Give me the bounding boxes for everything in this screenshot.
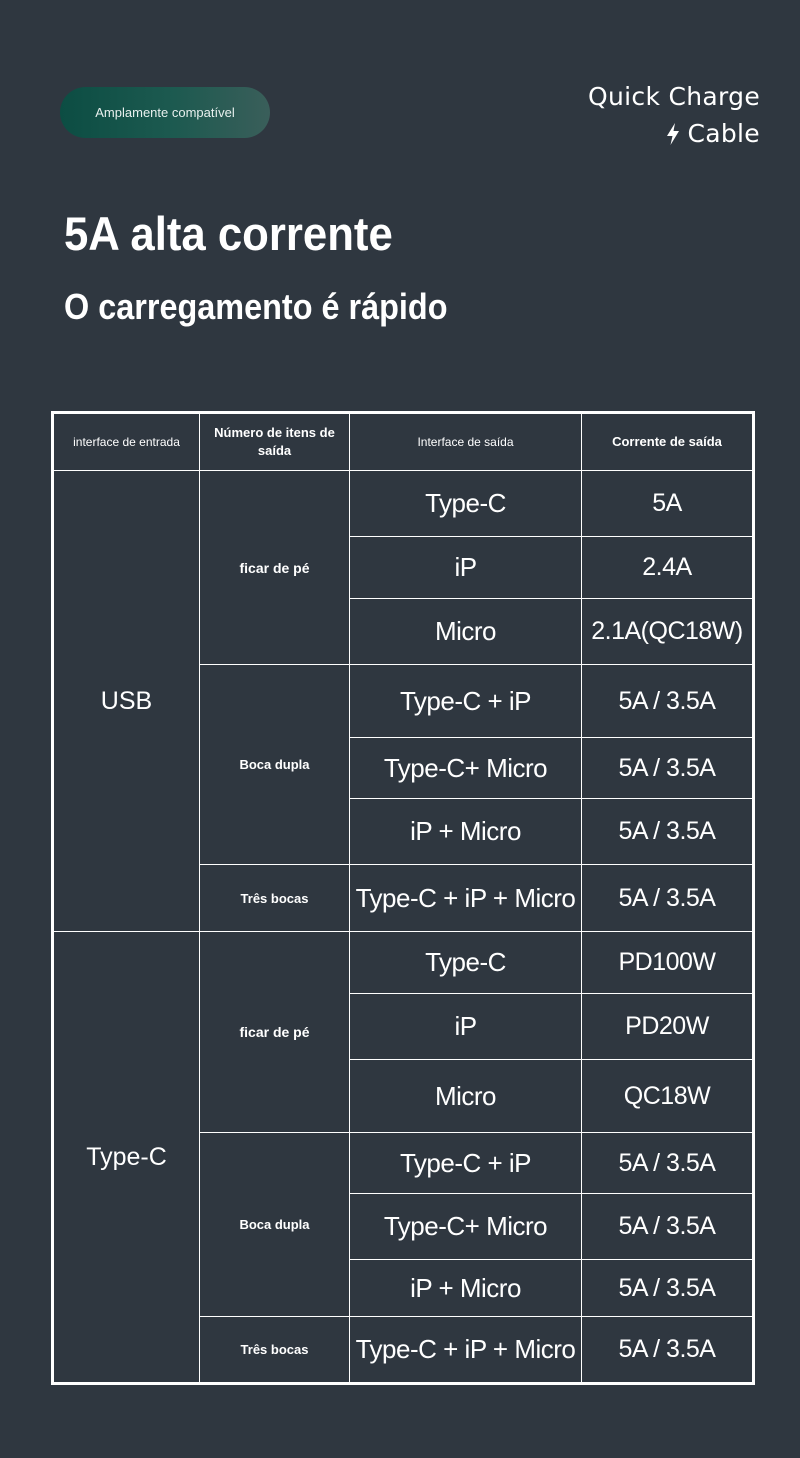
subgroup-cell: ficar de pé (200, 471, 350, 665)
output-interface-cell: Type-C + iP + Micro (350, 1317, 582, 1384)
output-current-cell: 5A / 3.5A (582, 1194, 754, 1260)
subgroup-cell: Três bocas (200, 1317, 350, 1384)
brand-line-1: Quick Charge (588, 82, 760, 111)
output-interface-cell: Type-C + iP (350, 665, 582, 738)
output-current-cell: PD100W (582, 932, 754, 994)
output-interface-cell: Type-C (350, 471, 582, 537)
table-header-row (53, 413, 754, 471)
output-interface-cell: iP + Micro (350, 799, 582, 865)
input-cell-type-c: Type-C (53, 932, 200, 1384)
output-current-cell: 5A / 3.5A (582, 1260, 754, 1317)
output-current-cell: 5A / 3.5A (582, 865, 754, 932)
subgroup-cell: Boca dupla (200, 1133, 350, 1317)
spec-table (51, 411, 755, 1385)
table-row (53, 932, 754, 994)
output-current-cell: 5A / 3.5A (582, 799, 754, 865)
output-interface-cell: Type-C (350, 932, 582, 994)
header-output-interface: Interface de saída (350, 413, 582, 471)
output-current-cell: 5A / 3.5A (582, 738, 754, 799)
output-current-cell: 2.1A(QC18W) (582, 599, 754, 665)
header-input-interface: interface de entrada (53, 413, 200, 471)
output-interface-cell: iP (350, 994, 582, 1060)
lightning-bolt-icon (664, 122, 682, 146)
output-interface-cell: Micro (350, 1060, 582, 1133)
output-current-cell: 5A / 3.5A (582, 1133, 754, 1194)
output-interface-cell: iP + Micro (350, 1260, 582, 1317)
header-output-count: Número de itens de saída (200, 413, 350, 471)
output-current-cell: PD20W (582, 994, 754, 1060)
brand-line-2-row (588, 115, 760, 152)
output-current-cell: 5A / 3.5A (582, 1317, 754, 1384)
output-current-cell: QC18W (582, 1060, 754, 1133)
output-interface-cell: Type-C + iP + Micro (350, 865, 582, 932)
brand-block (588, 78, 760, 152)
output-current-cell: 5A (582, 471, 754, 537)
output-current-cell: 2.4A (582, 537, 754, 599)
compatibility-badge (60, 87, 270, 138)
page-subtitle: O carregamento é rápido (64, 286, 448, 327)
output-interface-cell: Type-C+ Micro (350, 738, 582, 799)
subgroup-cell: ficar de pé (200, 932, 350, 1133)
header-output-current: Corrente de saída (582, 413, 754, 471)
page-title: 5A alta corrente (64, 207, 393, 260)
table-row (53, 471, 754, 537)
output-interface-cell: iP (350, 537, 582, 599)
compatibility-badge-label: Amplamente compatível (95, 105, 235, 120)
output-interface-cell: Type-C + iP (350, 1133, 582, 1194)
subgroup-cell: Boca dupla (200, 665, 350, 865)
brand-line-2: Cable (687, 119, 760, 148)
output-interface-cell: Micro (350, 599, 582, 665)
input-cell-usb: USB (53, 471, 200, 932)
output-interface-cell: Type-C+ Micro (350, 1194, 582, 1260)
output-current-cell: 5A / 3.5A (582, 665, 754, 738)
subgroup-cell: Três bocas (200, 865, 350, 932)
